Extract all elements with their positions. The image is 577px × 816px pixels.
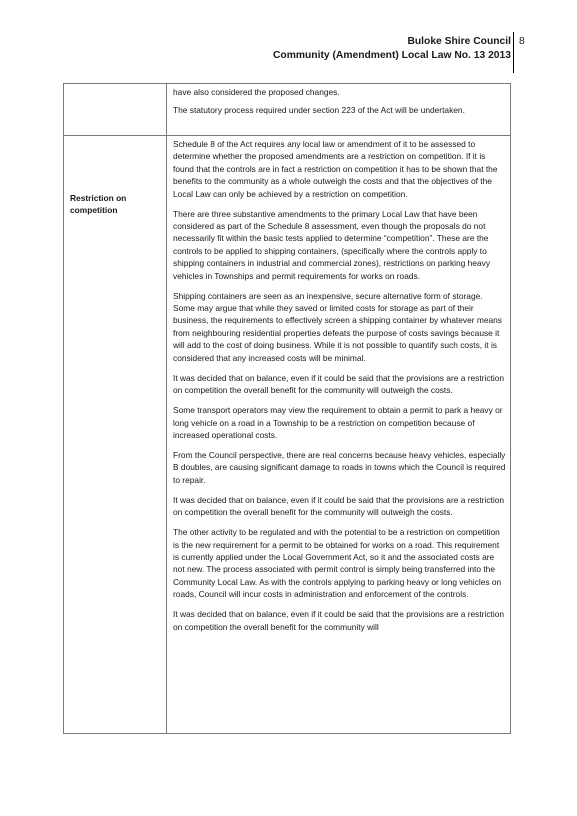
- paragraph: have also considered the proposed changes.: [173, 87, 340, 97]
- paragraph: It was decided that on balance, even if it could be said that the provisions are a restriction on competition the overall benefit for the community will: [173, 609, 505, 632]
- table-row: [64, 136, 511, 734]
- paragraph: Shipping containers are seen as an inexpensive, secure alternative form of storage. Some may argue that while they saved or limited costs for storage as part of their business, the requirements to effectively screen a shipping container by whatever means from neighbouring residential properties defeats the purpose of costs savings because it will add to the cost of doing business. While it is not possible to quantify such costs, it is considered that any increased costs will be minimal.: [173, 290, 502, 363]
- content-table: [63, 83, 511, 734]
- header-divider: [513, 32, 514, 73]
- label-cell: [64, 136, 167, 734]
- council-name: Buloke Shire Council: [407, 36, 511, 47]
- paragraph: Schedule 8 of the Act requires any local law or amendment of it to be assessed to determine whether the proposed amendments are a restriction on competition. If it is found that the controls are in fact a restriction on competition it has to be shown that the benefits to the community as a whole outweigh the costs and that the objectives of the Local Law can only be achieved by a restriction on competition.: [173, 139, 498, 199]
- paragraph: The other activity to be regulated and with the potential to be a restriction on competition is the new requirement for a permit to be obtained for works on a road. This requirement is currently applied under the Local Government Act, so it and the associated costs are not new. The process associated with permit control is simply being transferred into the Community Local Law. As with the controls applying to parking heavy or long vehicles on roads, Council will incur costs in administration and enforcement of the controls.: [173, 527, 502, 600]
- content-cell: [167, 136, 511, 734]
- paragraph: Some transport operators may view the requirement to obtain a permit to park a heavy or long vehicle on a road in a Township to be a restriction on competition because of increased operational costs.: [173, 405, 503, 440]
- paragraph: The statutory process required under section 223 of the Act will be undertaken.: [173, 105, 465, 116]
- page-number: 8: [519, 36, 525, 47]
- document-title: Community (Amendment) Local Law No. 13 2013: [272, 50, 511, 61]
- table-row: [64, 84, 511, 136]
- paragraph: There are three substantive amendments to the primary Local Law that have been considered as part of the Schedule 8 assessment, even though the proposals do not necessarily fit within the basic tests applied to determine “competition”. These are the controls to be applied to shipping containers, (specifically where the controls apply to shipping containers in industrial and commercial zones), restrictions on parking heavy vehicles in Townships and permit requirements for works on roads.: [173, 208, 491, 281]
- paragraph: From the Council perspective, there are real concerns because heavy vehicles, especially B doubles, are causing significant damage to roads in towns which the Council is required to repair.: [173, 449, 506, 485]
- paragraph: It was decided that on balance, even if it could be said that the provisions are a restriction on competition the overall benefit for the community will outweigh the costs.: [173, 372, 505, 396]
- content-cell: [167, 84, 511, 136]
- paragraph: It was decided that on balance, even if it could be said that the provisions are a restriction on competition the overall benefit for the community will outweigh the costs.: [173, 494, 505, 518]
- page-header: [273, 35, 511, 63]
- empty-label-cell: [64, 84, 167, 136]
- row-label: Restriction on competition: [70, 193, 127, 216]
